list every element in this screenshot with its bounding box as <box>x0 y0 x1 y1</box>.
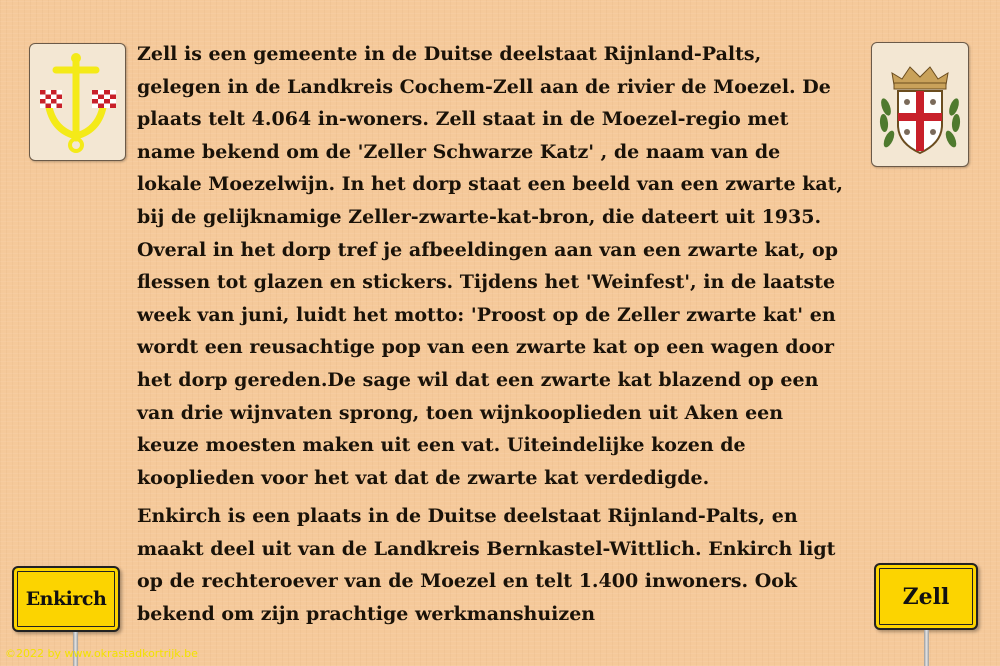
enkirch-coat-of-arms-icon <box>29 43 126 161</box>
anchor-icon <box>30 44 125 160</box>
zell-sign-label[interactable]: Zell <box>874 563 978 630</box>
zell-town-sign[interactable] <box>874 563 978 666</box>
enkirch-description: Enkirch is een plaats in de Duitse deelstaat Rijnland-Palts, en maakt deel uit van de Landkreis Bernkastel-Wittlich. Enkirch ligt op de rechteroever van de Moezel en telt 1.400 inwoners. Ook bekend om zijn prachtige werkmanshuizen <box>137 505 836 625</box>
enkirch-sign-label[interactable]: Enkirch <box>12 566 120 632</box>
cross-shield-icon <box>872 43 968 166</box>
sign-pole <box>924 630 929 666</box>
copyright-notice: ©2022 by www.okrastadkortrijk.be <box>5 647 198 660</box>
zell-coat-of-arms-icon <box>871 42 969 167</box>
zell-description: Zell is een gemeente in de Duitse deelstaat Rijnland-Palts, gelegen in de Landkreis Cochem-Zell aan de rivier de Moezel. De plaats telt 4.064 in-woners. Zell staat in de Moezel-regio met name bekend om de 'Zeller Schwarze Katz' , de naam van de lokale Moezelwijn. In het dorp staat een beeld van een zwarte kat, bij de gelijknamige Zeller-zwarte-kat-bron, die dateert uit 1935. Overal in het dorp tref je afbeeldingen aan van een zwarte kat, op flessen tot glazen en stickers. Tijdens het 'Weinfest', in de laatste week van juni, luidt het motto: 'Proost op de Zeller zwarte kat' en wordt een reusachtige pop van een zwarte kat op een wagen door het dorp gereden.De sage wil dat een zwarte kat blazend op een van drie wijnvaten sprong, toen wijnkooplieden uit Aken een keuze moesten maken uit een vat. Uiteindelijke kozen de kooplieden voor het vat dat de zwarte kat verdedigde. <box>137 43 844 489</box>
